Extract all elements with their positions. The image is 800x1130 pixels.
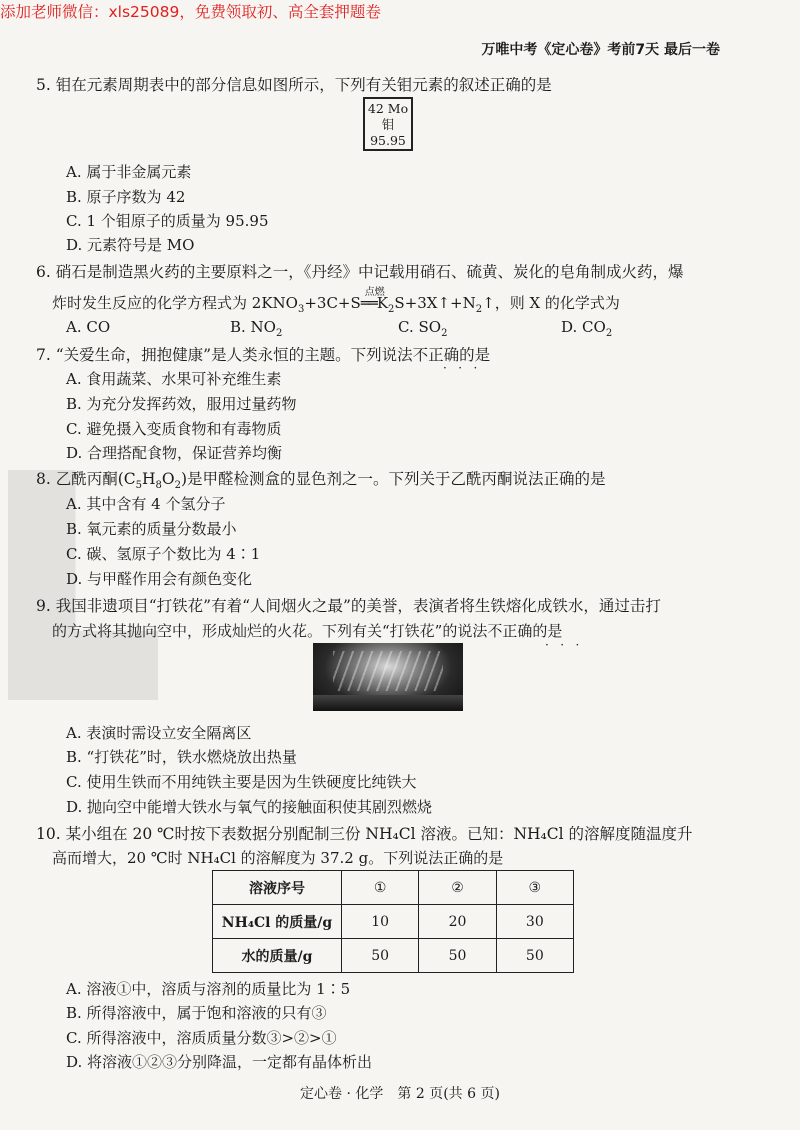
q8-stem: 8. 乙酰丙酮$(C_5H_8O_2)$是甲醛检测盒的显色剂之一。下列关于乙酰丙酮说法正确的是: [36, 470, 606, 492]
table-cell: 10: [342, 905, 419, 939]
q5-option-c: C. 1 个钼原子的质量为 95.95: [66, 212, 269, 230]
q6-option-c: C. $SO_2$: [398, 318, 448, 339]
q6-option-a: A. CO: [66, 318, 111, 336]
q7-option-d: D. 合理搭配食物，保证营养均衡: [66, 444, 283, 462]
q9-option-b: B. “打铁花”时，铁水燃烧放出热量: [66, 748, 297, 766]
q5-option-d: D. 元素符号是 MO: [66, 236, 195, 254]
q8-option-c: C. 碳、氢原子个数比为 4∶1: [66, 545, 261, 563]
q8-option-d: D. 与甲醛作用会有颜色变化: [66, 570, 253, 588]
iron-flower-photo: [313, 643, 463, 711]
table-cell: 50: [496, 939, 573, 973]
q8-option-a: A. 其中含有 4 个氢分子: [66, 495, 226, 513]
q7-option-c: C. 避免摄入变质食物和有毒物质: [66, 420, 282, 438]
solution-table: [212, 870, 574, 973]
q8-option-b: B. 氧元素的质量分数最小: [66, 520, 237, 538]
table-row: [213, 905, 574, 939]
q7-option-b: B. 为充分发挥药效，服用过量药物: [66, 395, 297, 413]
table-row: [213, 939, 574, 973]
q7-option-a: A. 食用蔬菜、水果可补充维生素: [66, 370, 282, 388]
q10-option-b: B. 所得溶液中，属于饱和溶液的只有③: [66, 1004, 327, 1022]
q6-option-b: B. $NO_2$: [230, 318, 283, 339]
page-footer: 定心卷 · 化学 第 2 页(共 6 页): [300, 1086, 500, 1102]
q10-option-d: D. 将溶液①②③分别降温，一定都有晶体析出: [66, 1053, 373, 1071]
element-cell: [363, 97, 413, 151]
element-mass: 95.95: [370, 133, 406, 148]
page-header: 万唯中考《定心卷》考前7天 最后一卷: [481, 42, 720, 58]
element-symbol: Mo: [387, 101, 409, 116]
watermark-text: 添加老师微信：xls25089，免费领取初、高全套押题卷: [0, 3, 381, 21]
q10-option-c: C. 所得溶液中，溶质质量分数③>②>①: [66, 1029, 337, 1047]
q6-stem-line2: 炸时发生反应的化学方程式为 $2KNO_3+3C+S$ 点燃 $══K_2S+3X↑+N_2↑$，则 X 的化学式为: [52, 287, 620, 315]
element-name: 钼: [381, 117, 395, 132]
q10-option-a: A. 溶液①中，溶质与溶剂的质量比为 1∶5: [66, 980, 351, 998]
q6-stem-line1: 6. 硝石是制造黑火药的主要原料之一，《丹经》中记载用硝石、硫黄、炭化的皂角制成火药，爆: [36, 263, 684, 281]
q5-option-a: A. 属于非金属元素: [66, 163, 192, 181]
table-cell: ①: [342, 871, 419, 905]
q9-option-c: C. 使用生铁而不用纯铁主要是因为生铁硬度比纯铁大: [66, 773, 417, 791]
q10-stem-line2: 高而增大，20 ℃时 NH₄Cl 的溶解度为 37.2 g。下列说法正确的是: [52, 849, 504, 867]
table-cell: 50: [342, 939, 419, 973]
q9-stem-line2: 的方式将其抛向空中，形成灿烂的火花。下列有关“打铁花”的说法不正确的是: [52, 622, 563, 640]
emphasis-dots: · · ·: [545, 638, 580, 652]
q9-option-a: A. 表演时需设立安全隔离区: [66, 724, 252, 742]
q9-option-d: D. 抛向空中能增大铁水与氧气的接触面积使其剧烈燃烧: [66, 798, 433, 816]
q5-option-b: B. 原子序数为 42: [66, 188, 186, 206]
q7-stem: 7. “关爱生命，拥抱健康”是人类永恒的主题。下列说法不正确的是: [36, 346, 491, 364]
element-number: 42: [367, 101, 384, 116]
q6-option-d: D. $CO_2$: [561, 318, 613, 339]
table-cell: 20: [419, 905, 496, 939]
table-cell: 50: [419, 939, 496, 973]
q10-stem-line1: 10. 某小组在 20 ℃时按下表数据分别配制三份 NH₄Cl 溶液。已知：NH₄Cl 的溶解度随温度升: [36, 825, 693, 843]
table-cell: 30: [496, 905, 573, 939]
reaction-condition: 点燃 ══: [360, 287, 385, 312]
table-cell: 水的质量/g: [213, 939, 342, 973]
table-cell: ②: [419, 871, 496, 905]
table-row: [213, 871, 574, 905]
table-cell: 溶液序号: [213, 871, 342, 905]
table-cell: NH₄Cl 的质量/g: [213, 905, 342, 939]
emphasis-dots: · · ·: [443, 361, 478, 375]
table-cell: ③: [496, 871, 573, 905]
q9-stem-line1: 9. 我国非遗项目“打铁花”有着“人间烟火之最”的美誉，表演者将生铁熔化成铁水，通过击打: [36, 597, 661, 615]
q5-stem: 5. 钼在元素周期表中的部分信息如图所示，下列有关钼元素的叙述正确的是: [36, 76, 552, 94]
